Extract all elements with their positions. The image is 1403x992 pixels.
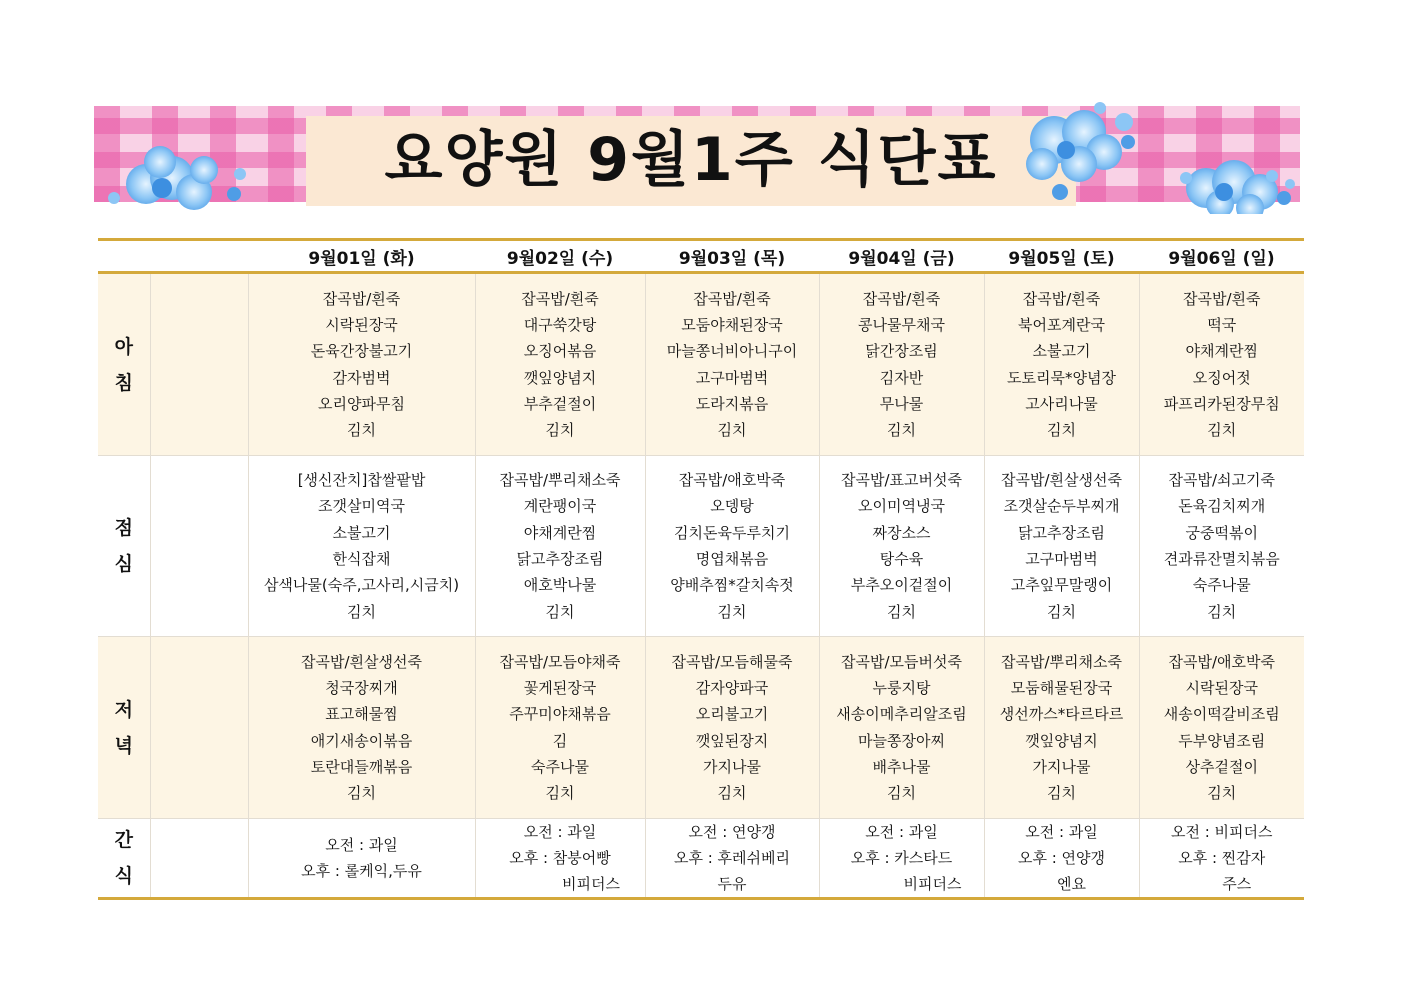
menu-item: 김치 [347, 784, 376, 803]
snack-item: 비피더스 [562, 875, 620, 893]
menu-item: 잡곡밥/흰죽 [862, 289, 941, 308]
menu-cell [248, 637, 475, 819]
menu-item: 토란대들깨볶음 [310, 757, 413, 776]
menu-item: 계란팽이국 [523, 497, 597, 516]
menu-item: 잡곡밥/흰살생선죽 [1001, 471, 1122, 490]
menu-cell [645, 273, 819, 456]
snack-cell [645, 819, 819, 899]
page-title: 요양원 9월1주 식단표 [384, 125, 998, 195]
snack-item: 오전 : 과일 [865, 823, 938, 841]
lunch-row [98, 456, 1304, 637]
menu-item: 닭고추장조림 [1018, 523, 1105, 542]
menu-item: 잡곡밥/모듬버섯죽 [841, 652, 962, 671]
menu-item: 김치 [545, 784, 575, 803]
menu-item: 잡곡밥/애호박죽 [678, 471, 786, 490]
menu-item: 닭고추장조림 [516, 550, 604, 568]
menu-cell [475, 273, 645, 456]
meal-label: 저 녁 [98, 637, 150, 819]
menu-item: 잡곡밥/흰살생선죽 [301, 652, 422, 671]
menu-item: 깻잎된장지 [695, 731, 769, 750]
snack-item: 오후 : 후레쉬베리 [673, 849, 791, 867]
day-header: 9월01일 (화) [248, 240, 475, 273]
day-header: 9월02일 (수) [475, 240, 645, 273]
menu-item: 생선까스*타르타르 [999, 705, 1124, 724]
menu-item: 김자반 [879, 368, 924, 387]
menu-item: 오징어젓 [1192, 368, 1251, 387]
menu-item: 김치 [717, 602, 747, 621]
snack-item: 오후 : 참붕어빵 [509, 849, 611, 867]
menu-item: 감자양파국 [695, 678, 769, 697]
breakfast-row [98, 273, 1304, 456]
menu-item: 소불고기 [332, 523, 391, 542]
menu-item: 돈육김치찌개 [1178, 497, 1266, 516]
menu-item: 야채계란찜 [1185, 342, 1258, 361]
menu-item: 김치 [347, 421, 376, 440]
snack-item: 엔요 [1057, 875, 1086, 893]
menu-cell [1139, 637, 1304, 819]
snack-item: 오후 : 연양갱 [1017, 849, 1106, 867]
menu-item: 애호박나물 [523, 576, 597, 595]
menu-cell [819, 637, 984, 819]
snack-item: 오전 : 과일 [1025, 823, 1098, 841]
menu-item: 숙주나물 [531, 757, 589, 776]
menu-item: 주꾸미야채볶음 [509, 705, 611, 724]
menu-item: 잡곡밥/흰죽 [1182, 289, 1261, 308]
snack-item: 오후 : 찐감자 [1178, 849, 1266, 867]
menu-item: 마늘쫑장아찌 [858, 731, 945, 750]
menu-item: 고구마범벅 [1025, 550, 1098, 568]
snack-row [98, 819, 1304, 899]
menu-cell [475, 456, 645, 637]
menu-item: 모둠해물된장국 [1010, 678, 1113, 697]
menu-cell [248, 273, 475, 456]
menu-item: 오리불고기 [695, 705, 769, 724]
day-header: 9월06일 (일) [1139, 240, 1304, 273]
menu-cell [248, 456, 475, 637]
menu-item: 가지나물 [1032, 757, 1091, 776]
snack-cell [475, 819, 645, 899]
menu-item: 김치 [545, 421, 575, 440]
menu-item: 잡곡밥/흰죽 [521, 289, 599, 308]
menu-item: 부추오이겉절이 [850, 576, 953, 595]
menu-item: 야채계란찜 [523, 523, 597, 542]
menu-item: 깻잎양념지 [1025, 731, 1098, 750]
corner-cell [98, 240, 150, 273]
menu-item: 고구마범벅 [695, 368, 769, 387]
snack-item: 오후 : 롤케익,두유 [301, 862, 422, 880]
menu-item: 배추나물 [872, 757, 931, 776]
menu-table [98, 238, 1304, 900]
snack-item: 오전 : 과일 [325, 836, 398, 854]
menu-item: 견과류잔멸치볶음 [1163, 550, 1280, 568]
menu-item: 김치 [1207, 784, 1237, 803]
menu-cell [645, 637, 819, 819]
menu-item: 고추잎무말랭이 [1010, 576, 1113, 595]
menu-cell [1139, 456, 1304, 637]
snack-item: 오후 : 카스타드 [850, 849, 953, 867]
menu-item: 김치 [1047, 602, 1076, 621]
snack-cell [248, 819, 475, 899]
menu-item: 도라지볶음 [695, 394, 769, 413]
menu-item: 김치 [545, 602, 575, 621]
snack-item: 오전 : 비피더스 [1170, 823, 1273, 841]
menu-item: 짜장소스 [872, 523, 931, 542]
menu-item: 김치 [1047, 784, 1076, 803]
blank-cell [150, 273, 248, 456]
menu-item: 명엽채볶음 [695, 550, 769, 568]
snack-cell [984, 819, 1139, 899]
snack-cell [1139, 819, 1304, 899]
menu-item: 꽃게된장국 [523, 678, 597, 697]
menu-item: 김치 [717, 784, 747, 803]
menu-item: 시락된장국 [325, 315, 398, 334]
menu-item: 가지나물 [703, 757, 761, 776]
menu-item: 오뎅탕 [710, 497, 754, 516]
day-header: 9월04일 (금) [819, 240, 984, 273]
menu-item: 잡곡밥/뿌리채소죽 [1001, 652, 1122, 671]
menu-item: 김 [552, 731, 568, 750]
menu-item: 잡곡밥/흰죽 [1022, 289, 1101, 308]
menu-item: 잡곡밥/모듬야채죽 [499, 652, 621, 671]
menu-item: 돈육간장불고기 [310, 342, 413, 361]
meal-label: 간 식 [98, 819, 150, 899]
menu-item: 두부양념조림 [1178, 731, 1266, 750]
menu-item: [생신잔치]찹쌀팥밥 [297, 471, 426, 490]
snack-item: 비피더스 [903, 875, 962, 893]
menu-item: 잡곡밥/흰죽 [693, 289, 771, 308]
menu-item: 김치 [887, 421, 916, 440]
menu-item: 김치 [1207, 421, 1237, 440]
menu-item: 대구쑥갓탕 [523, 315, 597, 334]
blank-cell [150, 456, 248, 637]
menu-item: 숙주나물 [1192, 576, 1251, 595]
menu-item: 김치 [1207, 602, 1237, 621]
meal-label: 점 심 [98, 456, 150, 637]
menu-item: 잡곡밥/모듬해물죽 [671, 652, 793, 671]
menu-item: 김치 [1047, 421, 1076, 440]
menu-item: 한식잡채 [332, 550, 391, 568]
menu-item: 새송이떡갈비조림 [1163, 705, 1280, 724]
menu-item: 삼색나물(숙주,고사리,시금치) [263, 576, 460, 595]
menu-cell [1139, 273, 1304, 456]
menu-item: 닭간장조림 [865, 342, 938, 361]
snack-item: 오전 : 과일 [523, 823, 597, 841]
menu-item: 양배추찜*갈치속젓 [670, 576, 794, 595]
menu-item: 마늘쫑너비아니구이 [666, 342, 798, 361]
header-row [98, 240, 1304, 273]
menu-item: 잡곡밥/애호박죽 [1168, 652, 1275, 671]
meal-label: 아 침 [98, 273, 150, 456]
snack-item: 주스 [1222, 875, 1252, 893]
menu-item: 시락된장국 [1185, 678, 1258, 697]
menu-item: 잡곡밥/표고버섯죽 [841, 471, 962, 490]
menu-item: 깻잎양념지 [523, 368, 597, 387]
menu-item: 표고해물찜 [325, 705, 398, 724]
menu-cell [984, 637, 1139, 819]
menu-item: 애기새송이볶음 [310, 731, 413, 750]
menu-cell [645, 456, 819, 637]
menu-item: 북어포계란국 [1018, 315, 1105, 334]
menu-item: 오징어볶음 [523, 342, 597, 361]
menu-item: 잡곡밥/뿌리채소죽 [499, 471, 621, 490]
menu-item: 궁중떡볶이 [1185, 523, 1258, 542]
menu-item: 김치돈육두루치기 [674, 523, 790, 542]
menu-item: 감자범벅 [332, 368, 391, 387]
title-banner [94, 92, 1300, 214]
day-header: 9월03일 (목) [645, 240, 819, 273]
menu-item: 콩나물무채국 [858, 315, 945, 334]
day-header: 9월05일 (토) [984, 240, 1139, 273]
menu-item: 김치 [887, 602, 916, 621]
menu-cell [984, 456, 1139, 637]
menu-item: 파프리카된장무침 [1163, 394, 1280, 413]
blank-cell [150, 637, 248, 819]
menu-item: 상추겉절이 [1185, 757, 1258, 776]
snack-cell [819, 819, 984, 899]
snack-item: 오전 : 연양갱 [688, 823, 776, 841]
menu-item: 청국장찌개 [325, 678, 398, 697]
menu-item: 도토리묵*양념장 [1007, 368, 1116, 387]
menu-item: 조갯살미역국 [318, 497, 405, 516]
menu-cell [819, 456, 984, 637]
menu-item: 새송이메추리알조림 [836, 705, 967, 724]
menu-cell [475, 637, 645, 819]
menu-cell [984, 273, 1139, 456]
snack-item: 두유 [717, 875, 747, 893]
menu-item: 떡국 [1207, 315, 1237, 334]
menu-cell [819, 273, 984, 456]
menu-item: 모둠야채된장국 [681, 315, 783, 334]
menu-item: 누룽지탕 [872, 678, 931, 697]
menu-item: 잡곡밥/흰죽 [322, 289, 401, 308]
menu-item: 잡곡밥/쇠고기죽 [1168, 471, 1275, 490]
menu-item: 부추겉절이 [523, 394, 597, 413]
menu-item: 무나물 [879, 394, 924, 413]
menu-item: 김치 [887, 784, 916, 803]
blank-header-cell [150, 240, 248, 273]
menu-item: 오리양파무침 [318, 394, 405, 413]
menu-item: 고사리나물 [1025, 394, 1098, 413]
menu-item: 탕수육 [879, 550, 924, 568]
dinner-row [98, 637, 1304, 819]
menu-item: 조갯살순두부찌개 [1003, 497, 1120, 516]
menu-item: 소불고기 [1032, 342, 1091, 361]
menu-item: 김치 [347, 602, 376, 621]
flower-decoration-icon [94, 92, 1300, 214]
menu-item: 김치 [717, 421, 747, 440]
menu-item: 오이미역냉국 [858, 497, 945, 516]
blank-cell [150, 819, 248, 899]
